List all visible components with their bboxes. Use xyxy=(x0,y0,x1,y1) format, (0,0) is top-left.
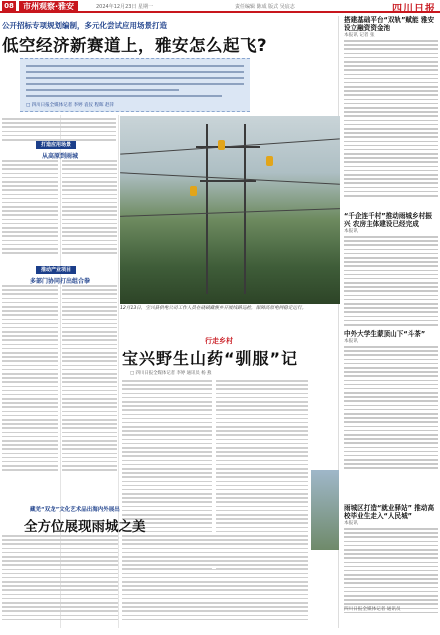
feature-kicker: 行走乡村 xyxy=(205,337,233,345)
side-photo xyxy=(311,470,339,550)
right-story-4: 雨城区打造“就业驿站” 推动高校毕业生走入“人民城” 本报讯 xyxy=(344,504,438,616)
right-news-column xyxy=(344,16,438,628)
section-tag-1: 打造应用场景 xyxy=(36,141,76,149)
section-subtitle-1: 从高原到雨城 xyxy=(41,153,78,160)
lead-kicker: 公开招标专项规划编制，多元化尝试应用场景打造 xyxy=(2,21,167,30)
newspaper-logo: 四川日报 xyxy=(392,4,436,15)
masthead-bar xyxy=(0,0,440,13)
footer-credit: 四川日报全媒体记者 通讯员 xyxy=(344,607,401,612)
dateline: 2024年12月23日 星期一 xyxy=(96,4,154,10)
left-article-1 xyxy=(2,118,116,143)
power-line-photo xyxy=(120,116,340,304)
section-tag-2: 推动产业项目 xyxy=(36,266,76,274)
feature-byline: □ 四川日报全媒体记者 李婷 通讯员 杨 燕 xyxy=(130,371,212,376)
editor-credits: 责任编辑 陈成 版式 吴宸志 xyxy=(235,4,295,10)
section-label: 市州观察·雅安 xyxy=(19,1,78,12)
right-story-1: 搭建基础平台“双轨”赋能 雅安设立融资资金池 本报讯 记者 张 xyxy=(344,16,438,199)
right-story-2: “千企连千村”推动雨城乡村振兴 农房主体建设已经完成 本报讯 xyxy=(344,212,438,328)
bottom-headline: 全方位展现雨城之美 xyxy=(24,519,146,535)
bottom-kicker: 藏羌“双龙”文化艺术品出海内外展出 xyxy=(30,507,120,513)
lead-byline: □ 四川日报全媒体记者 李婷 袁仪 程晖 赵萍 xyxy=(26,103,114,108)
section-subtitle-2: 多部门协同打出组合拳 xyxy=(29,278,90,285)
page-number: 08 xyxy=(2,1,16,12)
right-story-3: 中外大学生蒙顶山下“斗茶” 本报讯 xyxy=(344,330,438,472)
lead-headline: 低空经济新赛道上，雅安怎么起飞? xyxy=(2,36,268,55)
lead-summary-box xyxy=(20,58,250,112)
feature-headline: 宝兴野生山药“驯服”记 xyxy=(122,349,299,368)
photo-caption: 12月13日，宝兴县供电公司工作人员在硗碛藏族乡开展线路巡检，保障高原电网稳定运行。 xyxy=(120,306,307,311)
